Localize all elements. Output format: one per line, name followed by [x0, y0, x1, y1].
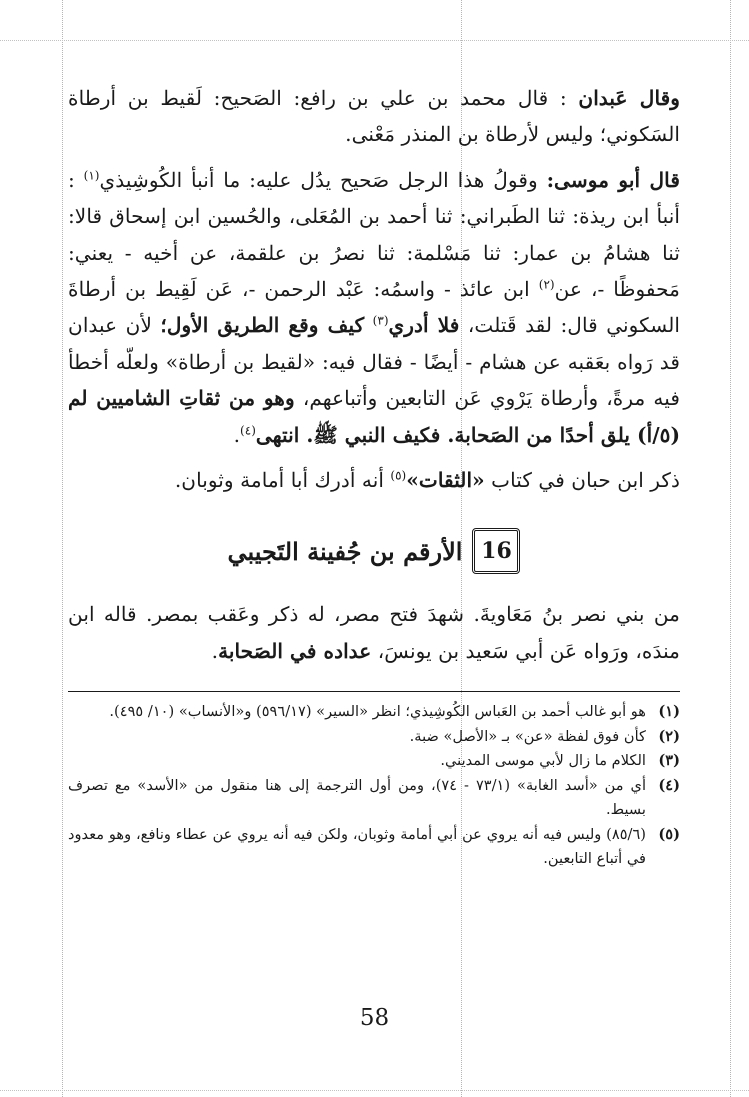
page-number: 58 [359, 1005, 390, 1031]
paragraph-ibn-hibban [68, 462, 680, 498]
footnote-number: (٣) [658, 752, 680, 770]
footnote [68, 749, 680, 774]
footnote-ref[interactable]: (٤) [240, 422, 256, 437]
bold-phrase: فلا أدري [388, 313, 460, 338]
footnote-number: (٤) [658, 776, 680, 794]
footnote [68, 725, 680, 750]
paragraph-text: لأن عبدان قد رَواه بعَقبه عن هشام - أيضًا - فقال فيه: «لقيط بن أرطاة» ولعلّه أخطأ فيه مرةً، وأرطاة يَرْوي عَن التابعين وأتباعهم، [68, 313, 680, 411]
paragraph-text: ابن عائذ - واسمُه: عَبْد الرحمن -، عَن لَقِيط بن أرطاةَ السكوني قال: لقد قَتلت، [68, 277, 680, 338]
footnote [68, 700, 680, 725]
paragraph-text: . [211, 638, 219, 663]
scan-guide-bottom [0, 1090, 749, 1091]
scan-guide-top [0, 40, 749, 41]
page-content [68, 80, 680, 872]
footnote-text: كأن فوق لفظة «عن» بـ «الأصل» ضبة. [409, 727, 646, 745]
paragraph-abu-musa [68, 162, 680, 453]
footnote-number: (٢) [658, 727, 680, 745]
footnote-ref[interactable]: (٣) [372, 313, 389, 328]
footnote-text: (٨٥/٦) وليس فيه أنه يروي عن أبي أمامة وثوبان، ولكن فيه أنه يروي عن عطاء ونافع، وهو معدود في أتباع التابعين. [68, 825, 646, 868]
footnote-text: الكلام ما زال لأبي موسى المديني. [440, 752, 646, 770]
paragraph-text: : أنبأ ابن ريذة: ثنا الطَبراني: ثنا أحمد بن المُعَلى، والحُسين ابن إسحاق قالا: ثنا هشامُ بن عمار: ثنا مَسْلمة: ثنا نصرُ بن علقمة، عن أخيه - يعني: مَحفوظًا -، عن [68, 167, 680, 302]
entry-number: 16 [481, 538, 512, 565]
book-title: «الثقات» [406, 468, 485, 493]
footnotes [68, 700, 680, 872]
footnote-ref[interactable]: (١) [83, 168, 100, 183]
bold-phrase: وهو من ثقاتِ الشاميين لم (٥/أ) يلق أحدًا من الصَحابة. فكيف النبي ﷺ. انتهى [68, 386, 680, 447]
footnote-text: أي من «أسد الغابة» (٧٣/١ - ٧٤)، ومن أول الترجمة إلى هنا منقول من «الأسد» مع تصرف بسيط. [68, 776, 646, 819]
bold-phrase: كيف وقع الطريق الأول؛ [160, 313, 365, 338]
paragraph-text: . [233, 422, 241, 447]
entry-heading [68, 528, 680, 574]
footnote-text: هو أبو غالب أحمد بن العَباس الكُوشِيذي؛ انظر «السير» (٥٩٦/١٧) و«الأنساب» (١٠/ ٤٩٥). [109, 703, 646, 721]
entry-title: الأرقم بن جُفينة التَجيبي [227, 536, 463, 566]
paragraph-abdan [68, 80, 680, 153]
speaker-abu-musa: قال أبو موسى: [546, 167, 680, 192]
paragraph-text: وقولُ هذا الرجل صَحيح يدُل عليه: ما أنبأ الكُوشِيذي [99, 167, 538, 192]
footnote [68, 774, 680, 823]
paragraph-text: ذكر ابن حبان في كتاب [491, 468, 680, 493]
paragraph-text: من بني نصر بنُ مَعَاويةَ. شهدَ فتح مصر، له ذكر وعَقب بمصر. قاله ابن مندَه، ورَواه عَن أبي سَعيد بن يونسَ، [68, 602, 680, 663]
bold-phrase: عداده في الصَحابة [218, 638, 372, 663]
scan-guide-right [730, 0, 731, 1097]
entry-number-box [472, 528, 520, 574]
footnote-number: (١) [658, 703, 680, 721]
paragraph-entry [68, 596, 680, 669]
scan-guide-left [62, 0, 63, 1097]
speaker-abdan: وقال عَبدان [578, 86, 681, 110]
footnote-ref[interactable]: (٢) [538, 277, 555, 292]
footnote-number: (٥) [658, 825, 680, 843]
paragraph-text: أنه أدرك أبا أمامة وثوبان. [174, 468, 384, 493]
footnote-separator [68, 691, 680, 692]
paragraph-text: : قال محمد بن علي بن رافع: الصَحيح: لَقيط بن أرطاة السَكوني؛ وليس لأرطاة بن المنذر مَعْنى. [68, 86, 680, 147]
footnote-ref[interactable]: (٥) [390, 468, 407, 483]
footnote [68, 823, 680, 872]
